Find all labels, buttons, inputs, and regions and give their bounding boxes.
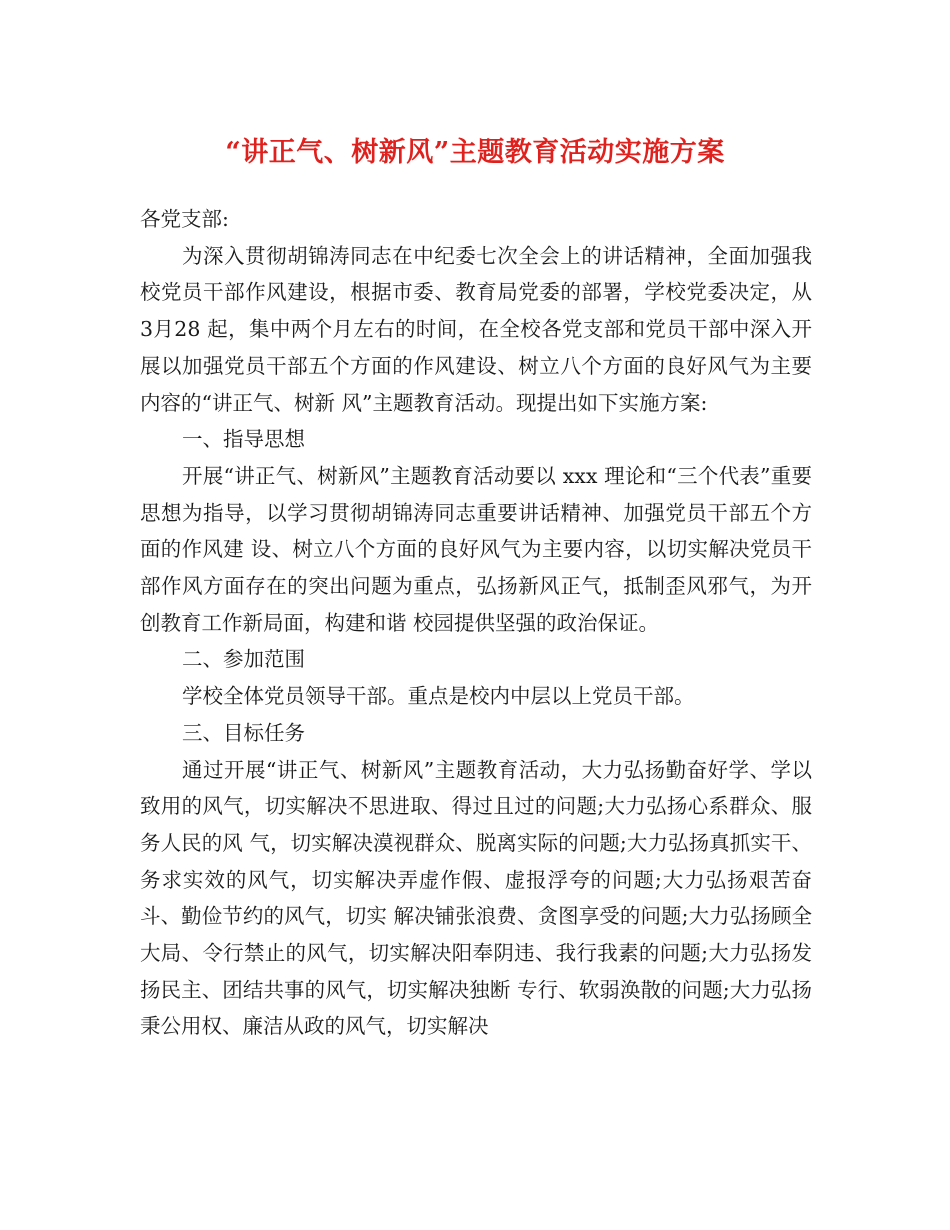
section-content-objectives: 通过开展“讲正气、树新风”主题教育活动，大力弘扬勤奋好学、学以致用的风气，切实解决不思进取、得过且过的问题;大力弘扬心系群众、服务人民的风 气，切实解决漠视群众、脱离实际的问题;大力弘扬真抓实干、务求实效的风气，切实解决弄虚作假、虚报浮夸的问题;大力弘扬艰苦奋斗、勤俭节约的风气，切实 解决铺张浪费、贪图享受的问题;大力弘扬顾全大局、令行禁止的风气，切实解决阳奉阴违、我行我素的问题;大力弘扬发扬民主、团结共事的风气，切实解决独断 专行、软弱涣散的问题;大力弘扬秉公用权、廉洁从政的风气，切实解决 [140,757,812,1039]
section-heading-objectives: 三、目标任务 [182,720,305,745]
document-title: “讲正气、树新风”主题教育活动实施方案 [225,137,725,168]
section-content-guiding-ideology: 开展“讲正气、树新风”主题教育活动要以 xxx 理论和“三个代表”重要思想为指导，以学习贯彻胡锦涛同志重要讲话精神、加强党员干部五个方面的作风建 设、树立八个方面的良好风气为主要内容，以切实解决党员干部作风方面存在的突出问题为重点，弘扬新风正气，抵制歪风邪气，为开创教育工作新局面，构建和谐 校园提供坚强的政治保证。 [140,463,812,635]
salutation: 各党支部: [140,207,229,231]
intro-paragraph: 为深入贯彻胡锦涛同志在中纪委七次全会上的讲话精神，全面加强我校党员干部作风建设，根据市委、教育局党委的部署，学校党委决定，从 3月28 起，集中两个月左右的时间，在全校各党支部和党员干部中深入开展以加强党员干部五个方面的作风建设、树立八个方面的良好风气为主要内容的“讲正气、树新 风”主题教育活动。现提出如下实施方案: [140,243,812,415]
document-body [140,201,812,1045]
section-heading-guiding-ideology: 一、指导思想 [182,427,305,452]
section-heading-scope: 二、参加范围 [182,647,305,672]
section-content-scope: 学校全体党员领导干部。重点是校内中层以上党员干部。 [182,684,695,709]
